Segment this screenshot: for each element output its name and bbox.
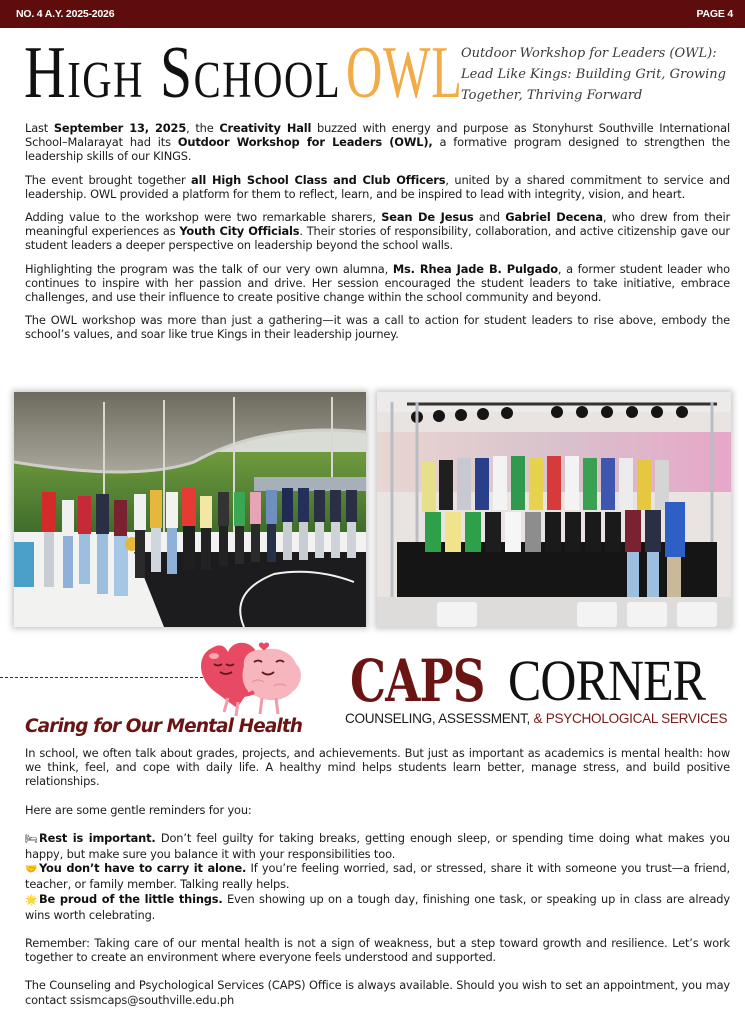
caps-contact: The Counseling and Psychological Services (CAPS) Office is always available. Should you wish to set an appointment, you may contact ssismcaps@southville.edu.ph [25,978,730,1007]
reminder-title: Be proud of the little things. [39,891,223,906]
bold-text: Ms. Rhea Jade B. Pulgado [392,261,558,276]
heart-hugging-brain-illustration [192,636,332,718]
reminder-item [25,831,730,861]
article-paragraph [25,121,730,164]
article-paragraph [25,262,730,305]
bold-text: all High School Class and Club Officers [191,172,446,187]
caps-article [25,746,730,1021]
text-run: , united by a shared commitment to service and leadership. OWL provided a platform for them to reflect, learn, and be inspired to lead with integrity, vision, and heart. [25,172,730,201]
text-run: and [473,210,506,225]
text-run: buzzed with energy and purpose as Stonyhurst Southville International School–Malarayat had its [25,121,731,150]
text-run: , who drew from their meaningful experiences as [25,210,731,239]
text-run: Highlighting the program was the talk of our very own alumna, [25,261,393,276]
bed-icon: 🛏 [25,833,38,845]
feature-title-accent: OWL [346,32,463,114]
photo-covered-court-activity [14,392,366,627]
caps-intro: In school, we often talk about grades, projects, and achievements. But just as important as academics is mental health: how we think, feel, and cope with daily life. A healthy mind helps students learn better, manage stress, and build positive relationships. [25,746,730,789]
page-number: PAGE 4 [696,8,733,20]
reminder-title: You don’t have to carry it alone. [39,861,247,876]
text-run: , the [186,121,220,135]
feature-title-main: High School [24,32,342,114]
article-paragraph [25,313,730,341]
subtitle-line: Lead Like Kings: Building Grit, Growing [461,67,726,82]
text-run: Last [25,121,54,135]
caps-subtitle-maroon: & PSYCHOLOGICAL SERVICES [533,711,728,726]
reminder-item [25,861,730,891]
subtitle-line: Together, Thriving Forward [461,88,643,103]
caps-section-heading: Caring for Our Mental Health [25,716,303,737]
court-photo-illustration [14,392,366,627]
caps-subtitle-black: COUNSELING, ASSESSMENT, [345,711,530,726]
handshake-icon: 🤝 [25,864,38,876]
caps-subtitle [345,711,727,726]
text-run: . Their stories of responsibility, collaboration, and active citizenship gave our student leaders a deeper perspective on leadership beyond the school walls. [25,224,730,253]
section-divider-dashed [0,677,208,678]
feature-article [25,121,730,351]
text-run: The OWL workshop was more than just a gathering—it was a call to action for student leaders to rise above, embody the school’s values, and soar like true Kings in their leadership journey. [25,313,730,342]
newsletter-header-bar [0,0,745,28]
bold-text: September 13, 2025 [53,121,187,135]
feature-subtitle [461,43,736,106]
bold-text: Sean De Jesus [381,210,474,225]
stage-photo-illustration [377,392,731,627]
caps-remember: Remember: Taking care of our mental health is not a sign of weakness, but a step toward growth and resilience. Let’s work together to create an environment where everyone feels understood and supported. [25,936,730,965]
text-run: , a former student leader who continues to inspire with her passion and drive. Her session encouraged the student leaders to take initiative, embrace challenges, and use their influence to create positive change within the school community and beyond. [25,261,730,305]
caps-reminder-lead: Here are some gentle reminders for you: [25,802,252,817]
text-run: a formative program designed to strengthen the leadership skills of our KINGS. [25,135,731,164]
star-icon: 🌟 [25,894,38,906]
bold-text: Creativity Hall [219,121,312,135]
text-run: The event brought together [25,172,192,187]
reminder-text: If you’re feeling worried, sad, or stressed, share it with someone you trust—a friend, teacher, or family member. Talking really helps. [25,861,730,892]
bold-text: Gabriel Decena [505,210,603,225]
issue-number: NO. 4 A.Y. 2025-2026 [16,8,115,20]
reminder-text: Don’t feel guilty for taking breaks, getting enough sleep, or spending time doing what makes you happy, but make sure you balance it with your responsibilities too. [25,830,730,862]
photo-group-on-stage [377,392,731,627]
feature-title [24,32,463,114]
reminder-list [25,831,730,922]
article-paragraph [25,210,730,253]
caps-title-caps: CAPS [350,647,485,715]
subtitle-line: Outdoor Workshop for Leaders (OWL): [461,46,717,61]
bold-text: Youth City Officials [179,224,300,239]
caps-title-corner: CORNER [508,648,706,713]
heart-brain-icon [192,636,332,718]
reminder-title: Rest is important. [39,830,156,845]
bold-text: Outdoor Workshop for Leaders (OWL), [177,135,433,150]
reminder-item [25,892,730,922]
article-paragraph [25,173,730,201]
text-run: Adding value to the workshop were two remarkable sharers, [25,210,382,225]
reminder-text: Even showing up on a tough day, finishing one task, or speaking up in class are already wins worth celebrating. [25,891,730,922]
